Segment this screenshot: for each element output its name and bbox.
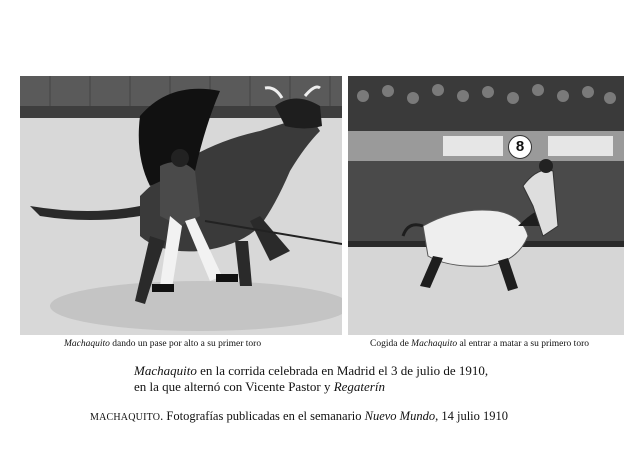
source-date: , 14 julio 1910: [435, 409, 509, 423]
caption-text: dando un pase por alto a su primer toro: [109, 339, 262, 349]
source-publication: Nuevo Mundo: [364, 409, 436, 423]
main-caption-line-1: [134, 363, 488, 379]
main-caption-text: en la corrida celebrada en Madrid el 3 de julio de 1910,: [196, 363, 489, 378]
photo-caption-left: [64, 338, 261, 350]
main-caption-name: Machaquito: [134, 363, 197, 378]
photo-caption-right: [370, 338, 589, 350]
main-caption-name-2: Regaterín: [333, 379, 385, 394]
bullfight-photo-right: [348, 76, 624, 335]
caption-name: Machaquito: [411, 339, 458, 349]
source-name: MACHAQUITO: [90, 412, 161, 423]
source-line: [90, 408, 508, 426]
caption-text: al entrar a matar a su primero toro: [457, 339, 589, 349]
caption-name: Machaquito: [64, 339, 110, 349]
photo-pase-por-alto: [20, 76, 342, 335]
board-number-badge: 8: [508, 135, 532, 159]
main-caption: [134, 363, 488, 395]
main-caption-prefix: en la que alternó con Vicente Pastor y: [134, 379, 334, 394]
photo-cogida: [348, 76, 624, 335]
bullfight-photo-left: [20, 76, 342, 335]
caption-prefix: Cogida de: [370, 339, 412, 349]
main-caption-line-2: [134, 379, 488, 395]
source-text: . Fotografías publicadas en el semanario: [160, 409, 365, 423]
